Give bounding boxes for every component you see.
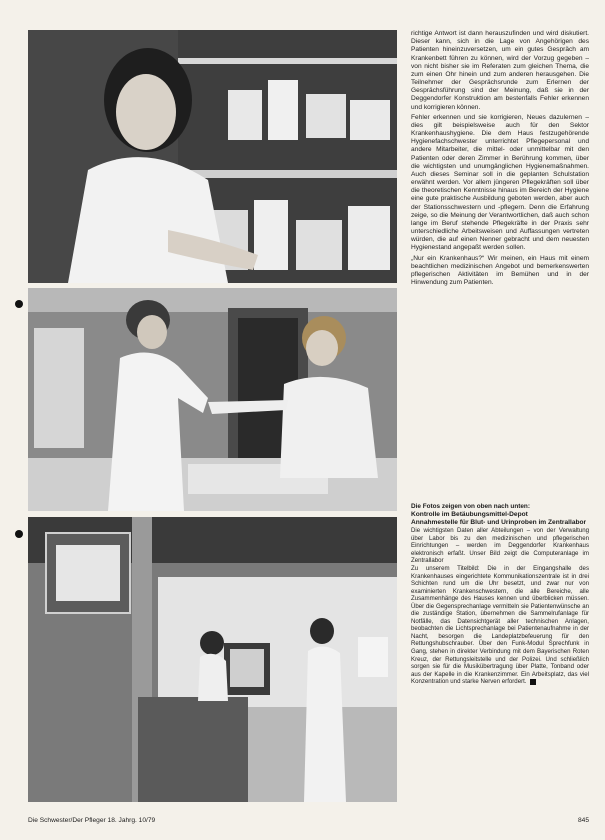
article-paragraph: richtige Antwort ist dann herauszufinden und wird diskutiert. Dieser kann, sich in die Lage von Angehörigen des Patienten hineinzuversetzen, um ein gutes Gespräch am Krankenbett führen zu können, wird der Vorzug gegeben – von nicht bisher sie im Referaten zum gleichen Thema, die zum einen Ohr hinein und zum anderen herausgehen. Die Teilnehmer der Gesprächsrunde zum Erlernen der Gesprächsführung sind der Meinung, daß sie in der Deggendorfer Konstruktion am bestenfalls Fehler erkennen und korrigieren können. <box>411 30 589 111</box>
caption-heading: Annahmestelle für Blut- und Urinproben im Zentrallabor <box>411 519 587 527</box>
article-paragraph: Fehler erkennen und sie korrigieren, Neues dazulernen – dies gilt beispielsweise auch für den Sektor Krankenhaushygiene. Die dem Haus festzugehörende Hygienefachschwester unterrichtet Pflegepersonal und andere Mitarbeiter, die mittel- oder unmittelbar mit den Patienten oder deren Zimmer in Berührung kommen, über die wichtigsten und unumgänglichen Hygienemaßnahmen. Auch dieses Seminar soll in die geplanten Schulstation erwähnt werden. Vor allem jüngeren Pflegekräften soll über die theoretischen Kenntnisse hinaus im Bereich der Hygiene eine gute praktische Ausbildung geboten werden, aber auch der Stationsschwestern und -pflegern. Denn die Erfahrung zeige, so die Meinung der Verantwortlichen, daß auch schon lange im Beruf stehende Pflegekräfte in der Praxis sehr unterschiedliche Arbeitsweisen und Auffassungen vertreten würden, die auf einen Nenner gebracht und dem neuesten Hygienestand angepaßt werden sollen. <box>411 113 589 252</box>
journal-reference: Die Schwester/Der Pfleger 18. Jahrg. 10/79 <box>28 817 156 824</box>
caption-heading: Kontrolle im Betäubungsmittel-Depot <box>411 510 528 518</box>
end-of-article-mark <box>530 679 536 685</box>
caption-text: Zu unserem Titelbild: Die in der Eingangshalle des Krankenhauses eingerichtete Kommunikationszentrale ist in drei Schichten rund um die Uhr besetzt, und zwar nur von examinierten Krankenschwestern, die alle Bereiche, alle Zusammenhänge des Hauses kennen und überblicken müssen. Über die Gegensprechanlage vermitteln sie Patientenwünsche an die zuständige Station, übernehmen die Sammelrufanlage für Notfälle, das Datensichtgerät aller technischen Anlagen, beobachten die Lichtsprechanlage bei Patientenaufnahme in der Nacht, besorgen die Landeplatzbefeuerung für den Rettungshubschrauber. Über den Funk-Modul Sprechfunk in Gang, stehen in direkter Verbindung mit dem Bayerischen Roten Kreuz, der Rettungsleitstelle und der Polizei. Und schließlich sorgen sie für die Musikübertragung über Platte, Tonband oder aus der Kapelle in die Krankenzimmer. Ein Arbeitsplatz, das viel Konzentration und starke Nerven erfordert. <box>411 565 589 686</box>
photo-sample-reception <box>28 288 397 511</box>
photo-captions <box>411 503 589 803</box>
page-footer <box>28 817 589 829</box>
photo-medication-depot <box>28 30 397 283</box>
bullet-marker <box>15 300 23 308</box>
caption-body: Die wichtigsten Daten aller Abteilungen – von der Verwaltung über Labor bis zu den medizinischen und pflegerischen Einrichtungen – werden im Deggendorfer Krankenhaus elektronisch erfaßt. Unser Bild zeigt die Computeranlage im Zentrallabor <box>411 527 589 565</box>
page-number: 845 <box>577 817 589 824</box>
caption-body <box>411 565 589 686</box>
article-text <box>411 30 589 498</box>
bullet-marker <box>15 530 23 538</box>
photo-central-laboratory <box>28 517 397 802</box>
captions-intro: Die Fotos zeigen von oben nach unten: <box>411 503 530 510</box>
article-paragraph: „Nur ein Krankenhaus?“ Wir meinen, ein Haus mit einem beachtlichen medizinischen Angebot und bemerkenswerten pflegerischen Aktivitäten im Bemühen und in der Hinwendung zum Patienten. <box>411 254 589 287</box>
